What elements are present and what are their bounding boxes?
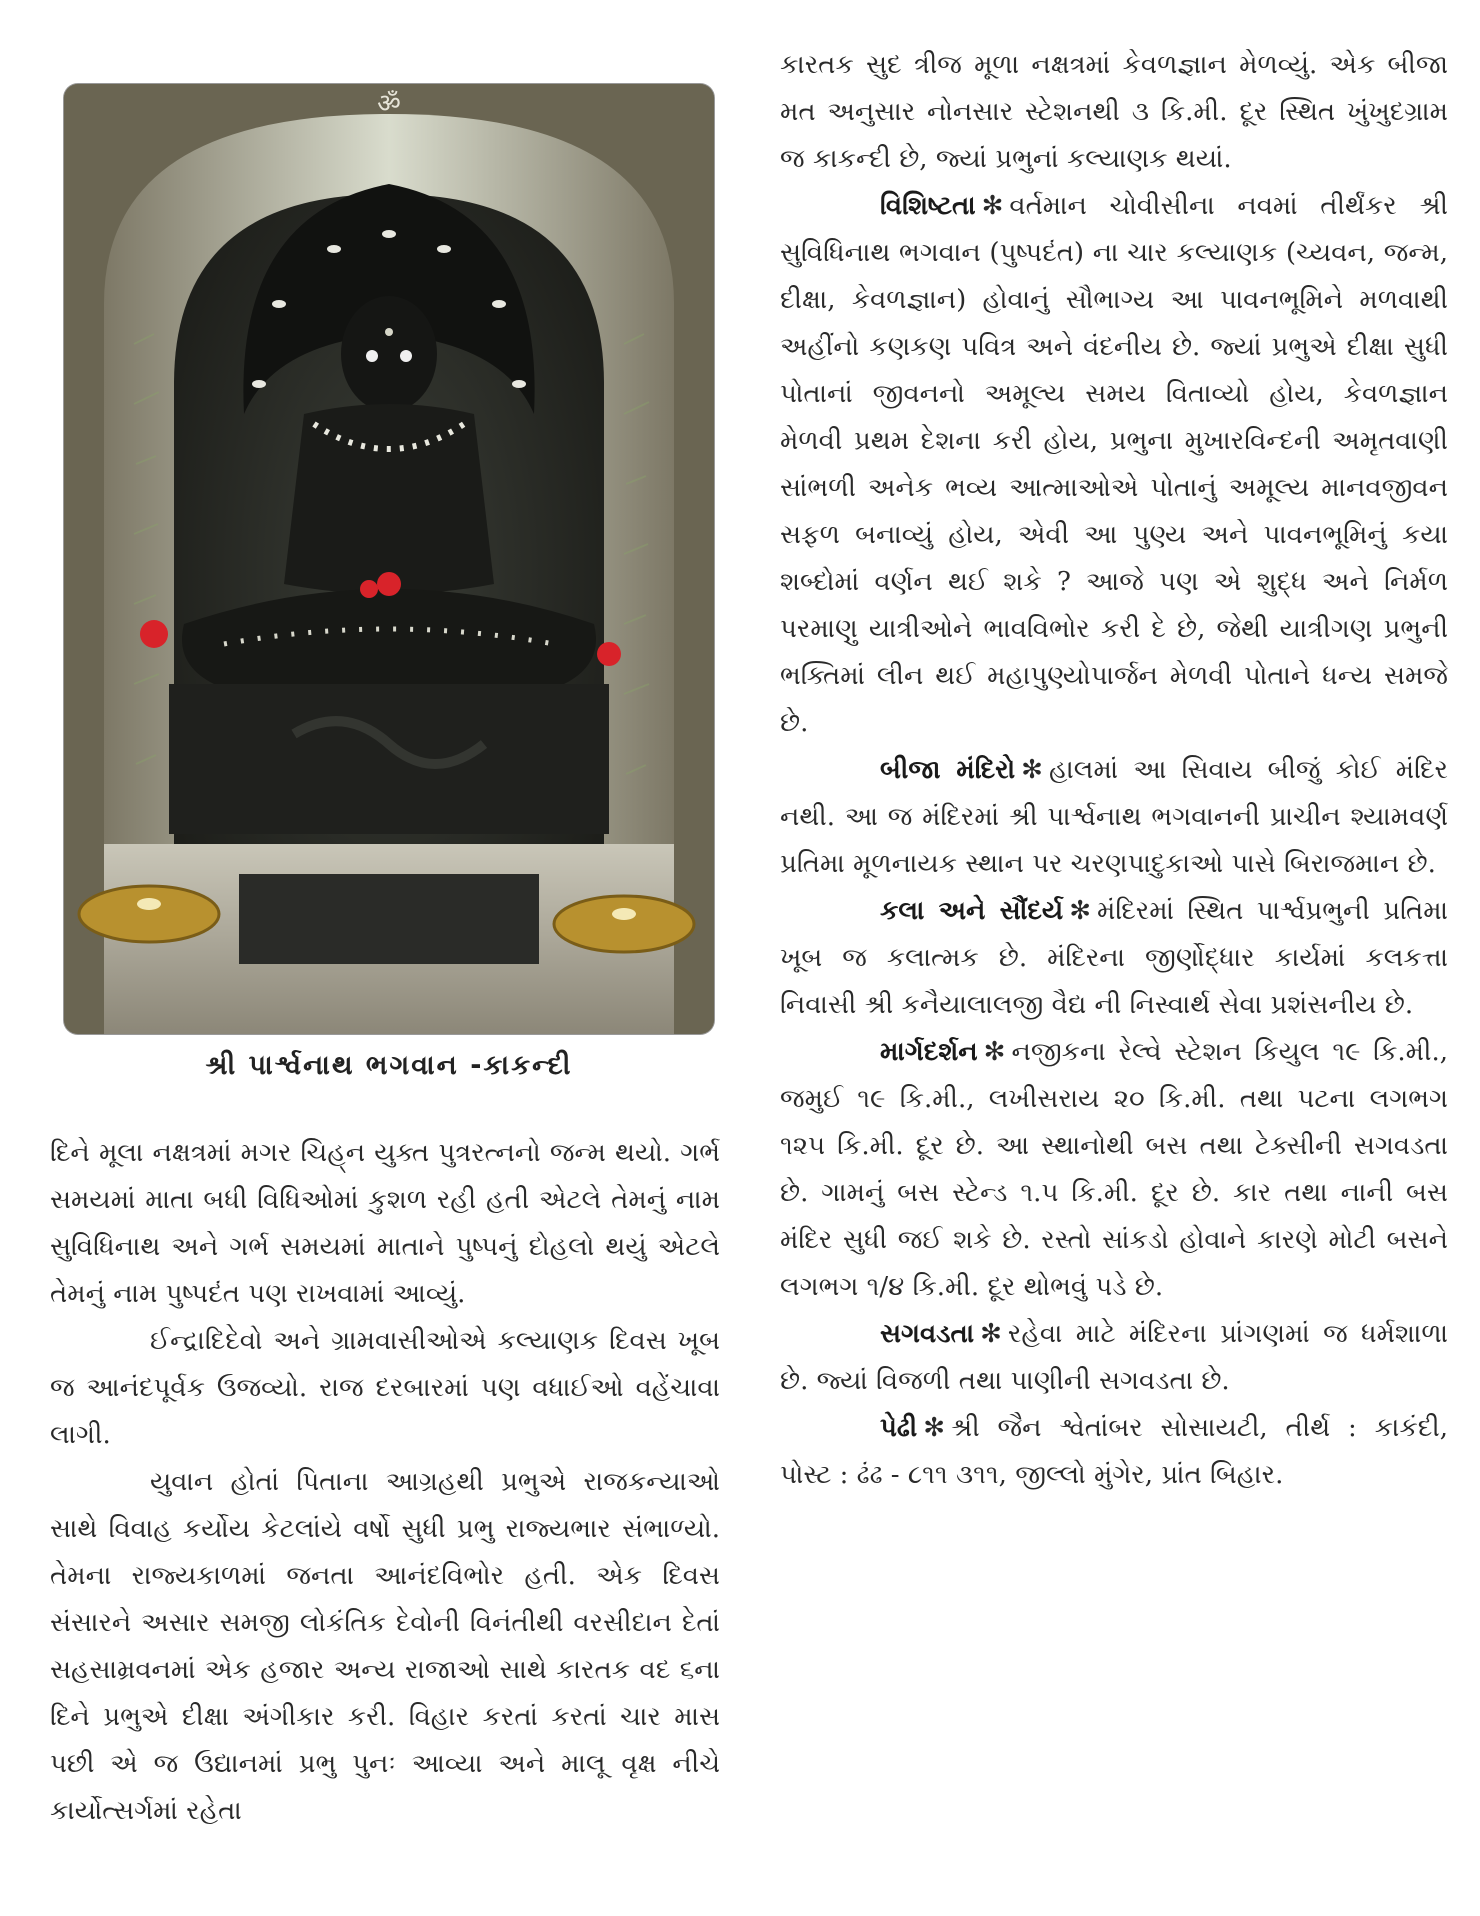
- paragraph: યુવાન હોતાં પિતાના આગ્રહથી પ્રભુએ રાજકન્યાઓ સાથે વિવાહ કર્યોય કેટલાંયે વર્ષો સુધી પ્રભુ રાજ્યભાર સંભાળ્યો. તેમના રાજ્યકાળમાં જનતા આનંદવિભોર હતી. એક દિવસ સંસારને અસાર સમજી લોકંતિક દેવોની વિનંતીથી વરસીદાન દેતાં સહસામ્રવનમાં એક હજાર અન્ય રાજાઓ સાથે કારતક વદ ૬ના દિને પ્રભુએ દીક્ષા અંગીકાર કરી. વિહાર કરતાં કરતાં ચાર માસ પછી એ જ ઉદ્યાનમાં પ્રભુ પુનઃ આવ્યા અને માલૂ વૃક્ષ નીચે કાર્યોત્સર્ગમાં રહેતા: [50, 1467, 720, 1826]
- left-column: [50, 1130, 720, 1835]
- section-directions: [780, 1029, 1448, 1311]
- section-heading: સગવડતા: [880, 1319, 975, 1349]
- om-symbol: ॐ: [377, 89, 401, 119]
- section-heading: પેઢી: [880, 1413, 918, 1443]
- section-other-temples: [780, 747, 1448, 888]
- paragraph: ઈન્દ્રાદિદેવો અને ગ્રામવાસીઓએ કલ્યાણક દિવસ ખૂબ જ આનંદપૂર્વક ઉજવ્યો. રાજ દરબારમાં પણ વધાઈઓ વહેંચાવા લાગી.: [50, 1326, 720, 1450]
- section-heading: માર્ગદર્શન: [880, 1037, 978, 1067]
- star-icon: ✻: [1069, 896, 1092, 926]
- photo-caption: શ્રી પાર્શ્વનાથ ભગવાન -કાકન્દી: [205, 1050, 573, 1081]
- section-text: નજીકના રેલ્વે સ્ટેશન કિયુલ ૧૯ કિ.મી., જમુઈ ૧૯ કિ.મી., લખીસરાય ૨૦ કિ.મી. તથા પટના લગભગ ૧૨૫ કિ.મી. દૂર છે. આ સ્થાનોથી બસ તથા ટેક્સીની સગવડતા છે. ગામનું બસ સ્ટેન્ડ ૧.૫ કિ.મી. દૂર છે. કાર તથા નાની બસ મંદિર સુધી જઈ શકે છે. રસ્તો સાંકડો હોવાને કારણે મોટી બસને લગભગ ૧/૪ કિ.મી. દૂર થોભવું પડે છે.: [780, 1037, 1448, 1302]
- star-icon: ✻: [1021, 755, 1043, 785]
- star-icon: ✻: [981, 191, 1004, 221]
- star-icon: ✻: [983, 1037, 1006, 1067]
- section-heading: કલા અને સૌંદર્ય: [880, 896, 1064, 926]
- idol-illustration: [64, 84, 714, 1034]
- section-heading: વિશિષ્ટતા: [880, 191, 976, 221]
- section-trust: [780, 1405, 1448, 1499]
- section-heading: બીજા મંદિરો: [880, 755, 1016, 785]
- idol-photo: [64, 84, 714, 1034]
- section-text: શ્રી જૈન શ્વેતાંબર સોસાયટી, તીર્થ : કાકંદી, પોસ્ટ : ઢંઢ - ૮૧૧ ૩૧૧, જીલ્લો મુંગેર, પ્રાંત બિહાર.: [780, 1413, 1448, 1490]
- section-text: હાલમાં આ સિવાય બીજું કોઈ મંદિર નથી. આ જ મંદિરમાં શ્રી પાર્શ્વનાથ ભગવાનની પ્રાચીન શ્યામવર્ણ પ્રતિમા મૂળનાયક સ્થાન પર ચરણપાદુકાઓ પાસે બિરાજમાન છે.: [780, 755, 1448, 879]
- section-text: મંદિરમાં સ્થિત પાર્શ્વપ્રભુની પ્રતિમા ખૂબ જ કલાત્મક છે. મંદિરના જીર્ણોદ્ધાર કાર્યમાં કલકત્તા નિવાસી શ્રી કનૈયાલાલજી વૈદ્ય ની નિસ્વાર્થ સેવા પ્રશંસનીય છે.: [780, 896, 1448, 1020]
- right-column: [780, 42, 1448, 1499]
- section-features: [780, 183, 1448, 747]
- section-facilities: [780, 1311, 1448, 1405]
- section-text: વર્તમાન ચોવીસીના નવમાં તીર્થંકર શ્રી સુવિધિનાથ ભગવાન (પુષ્પદંત) ના ચાર કલ્યાણક (ચ્યવન, જન્મ, દીક્ષા, કેવળજ્ઞાન) હોવાનું સૌભાગ્ય આ પાવનભૂમિને મળવાથી અહીંનો કણકણ પવિત્ર અને વંદનીય છે. જ્યાં પ્રભુએ દીક્ષા સુધી પોતાનાં જીવનનો અમૂલ્ય સમય વિતાવ્યો હોય, કેવળજ્ઞાન મેળવી પ્રથમ દેશના કરી હોય, પ્રભુના મુખારવિન્દની અમૃતવાણી સાંભળી અનેક ભવ્ય આત્માઓએ પોતાનું અમૂલ્ય માનવજીવન સફળ બનાવ્યું હોય, એવી આ પુણ્ય અને પાવનભૂમિનું કયા શબ્દોમાં વર્ણન થઈ શકે ? આજે પણ એ શુદ્ધ અને નિર્મળ પરમાણુ યાત્રીઓને ભાવવિભોર કરી દે છે, જેથી યાત્રીગણ પ્રભુની ભક્તિમાં લીન થઈ મહાપુણ્યોપાર્જન મેળવી પોતાને ધન્ય સમજે છે.: [780, 191, 1448, 738]
- section-text: રહેવા માટે મંદિરના પ્રાંગણમાં જ ધર્મશાળા છે. જ્યાં વિજળી તથા પાણીની સગવડતા છે.: [780, 1319, 1448, 1396]
- star-icon: ✻: [923, 1413, 946, 1443]
- section-art: [780, 888, 1448, 1029]
- intro-paragraph: કારતક સુદ ત્રીજ મૂળા નક્ષત્રમાં કેવળજ્ઞાન મેળવ્યું. એક બીજા મત અનુસાર નોનસાર સ્ટેશનથી ૩ કિ.મી. દૂર સ્થિત ખુંખુદગ્રામ જ કાકન્દી છે, જ્યાં પ્રભુનાં કલ્યાણક થયાં.: [780, 50, 1448, 174]
- star-icon: ✻: [980, 1319, 1002, 1349]
- paragraph: દિને મૂલા નક્ષત્રમાં મગર ચિહ્‌ન યુક્ત પુત્રરત્નનો જન્મ થયો. ગર્ભ સમયમાં માતા બધી વિધિઓમાં કુશળ રહી હતી એટલે તેમનું નામ સુવિધિનાથ અને ગર્ભ સમયમાં માતાને પુષ્પનું દોહલો થયું એટલે તેમનું નામ પુષ્પદંત પણ રાખવામાં આવ્યું.: [50, 1138, 720, 1309]
